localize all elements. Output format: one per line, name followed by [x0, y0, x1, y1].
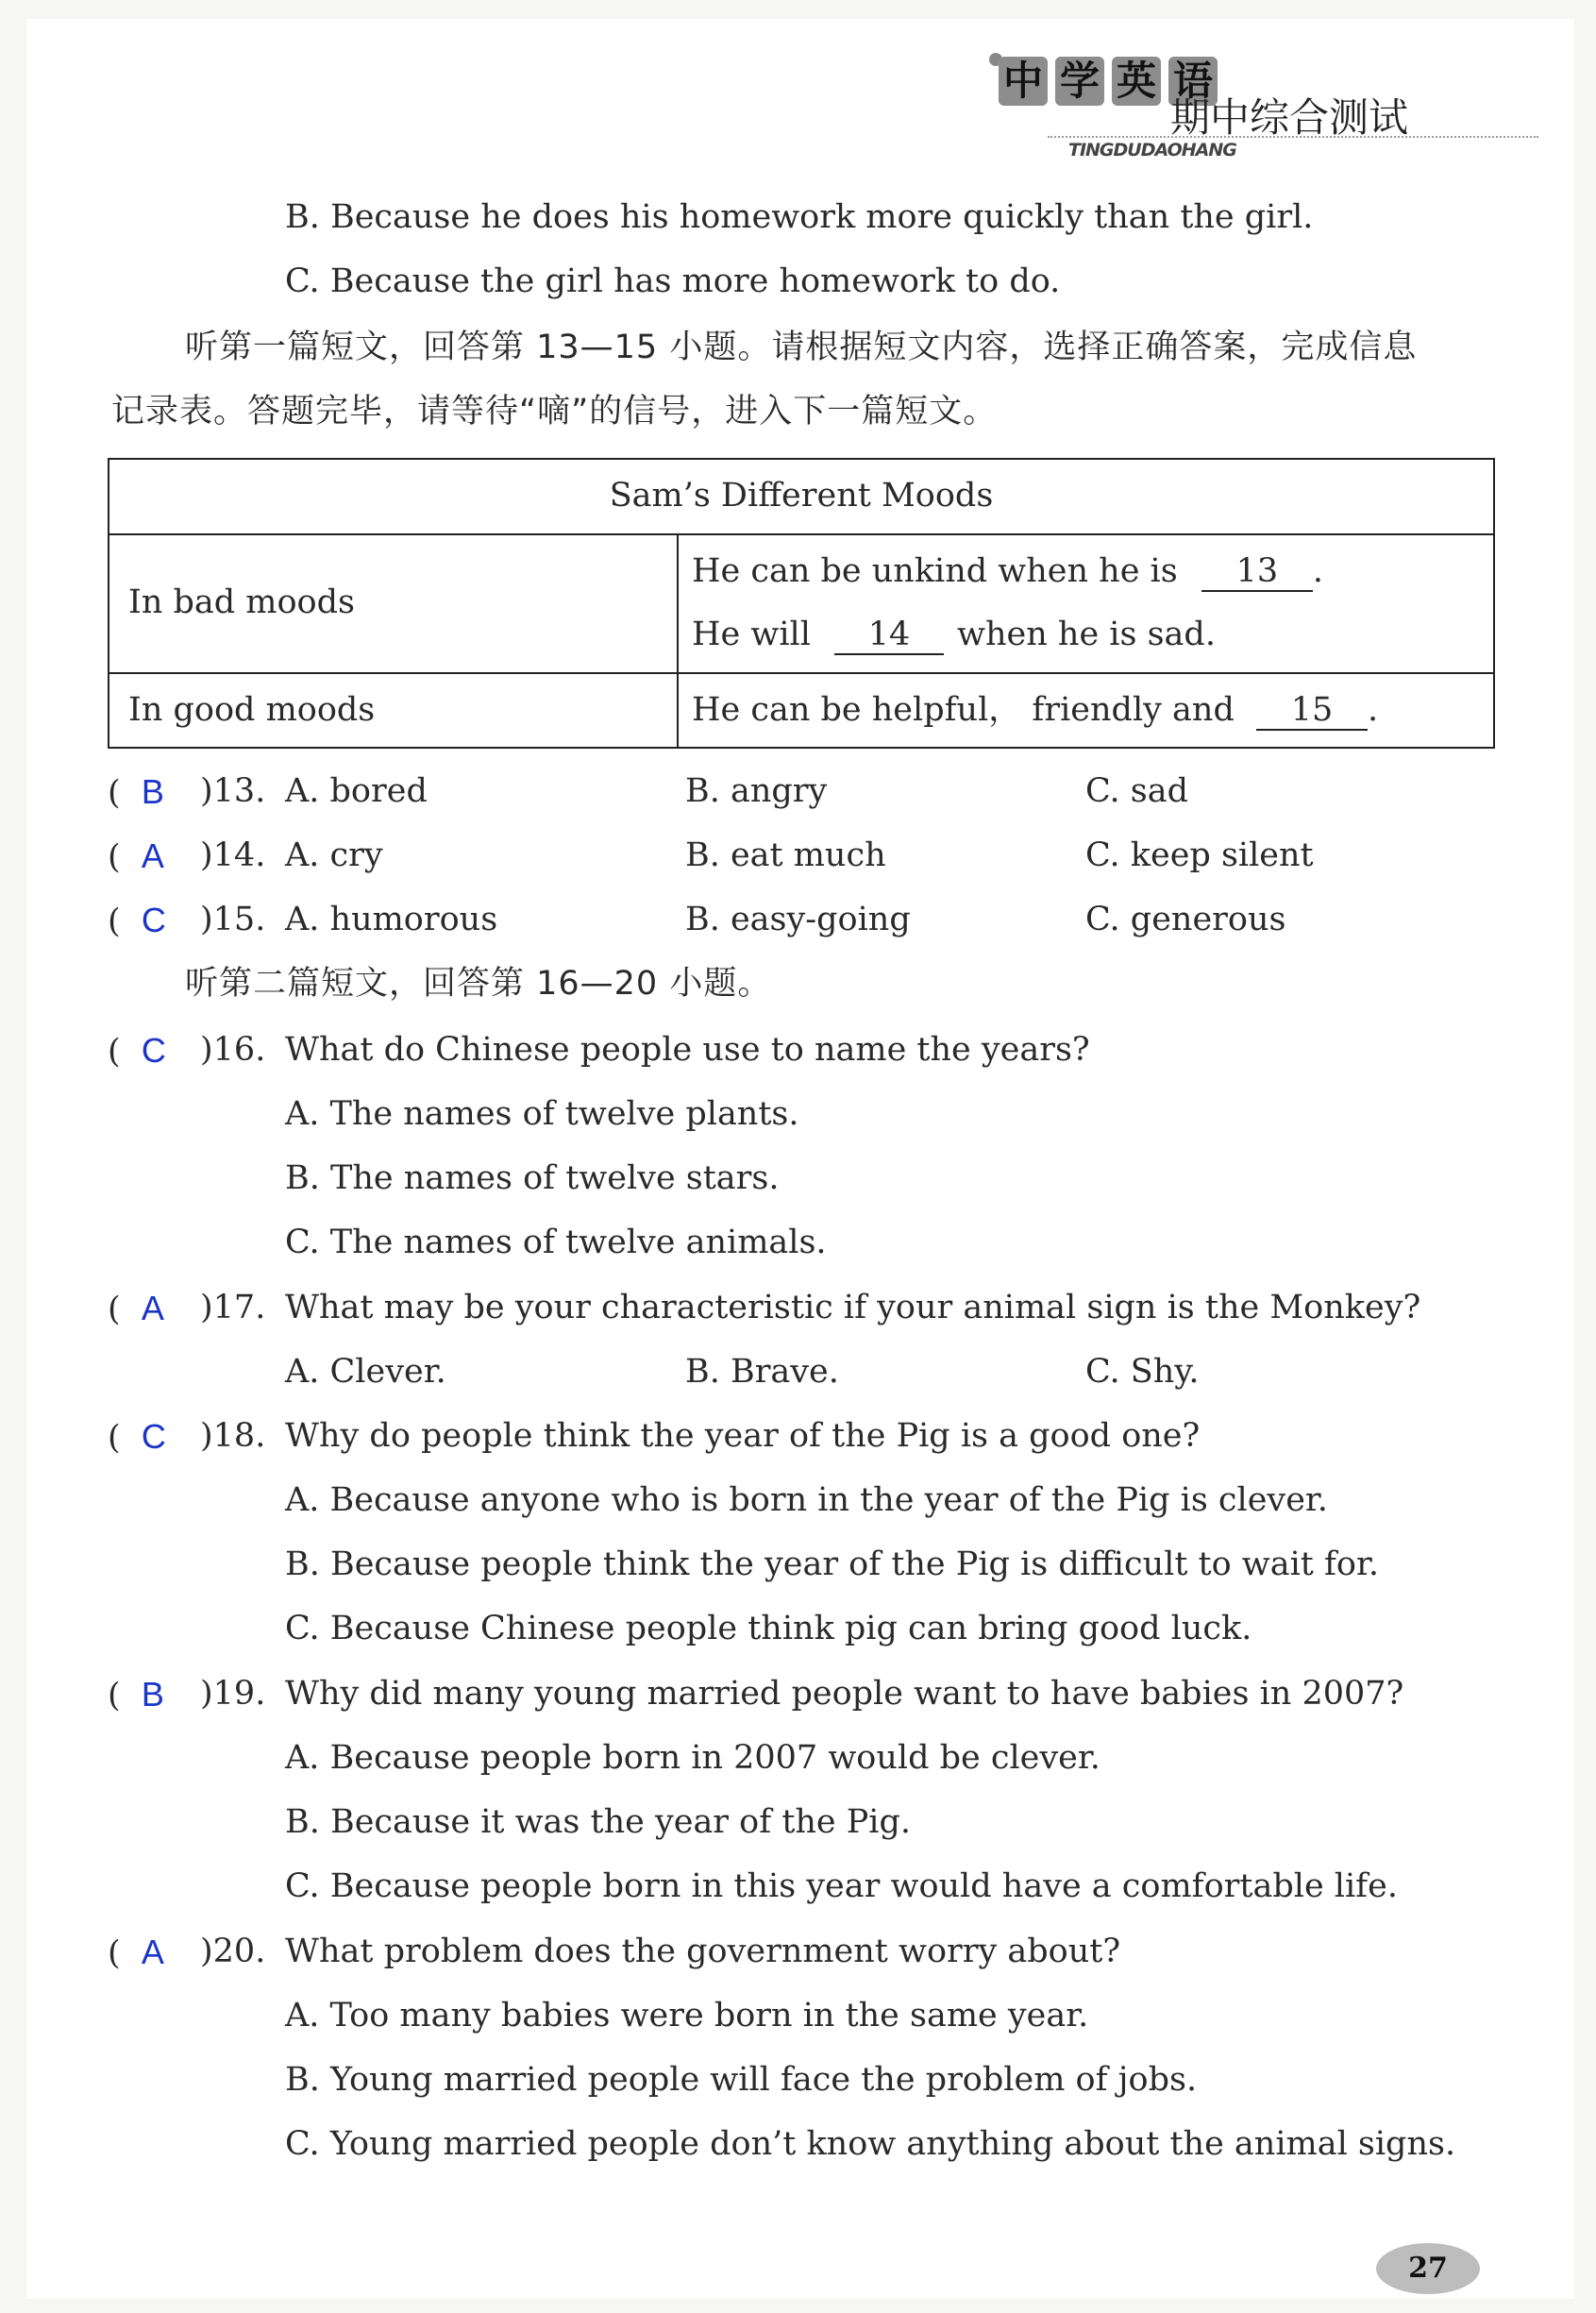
- q17-option-c: C. Shy.: [1085, 1353, 1200, 1391]
- q19-number: )19.: [200, 1675, 266, 1713]
- prev-option-b: B. Because he does his homework more quickly than the girl.: [285, 198, 1314, 236]
- table-title: Sam’s Different Moods: [609, 477, 994, 515]
- q17-number: )17.: [200, 1289, 266, 1326]
- q18-question: Why do people think the year of the Pig is a good one?: [285, 1417, 1201, 1455]
- q13-answer-box: ( B: [108, 772, 164, 812]
- q20-option-c: C. Young married people don’t know anything about the animal signs.: [285, 2125, 1456, 2163]
- q14-option-c: C. keep silent: [1085, 836, 1314, 874]
- blank-15: 15: [1256, 691, 1368, 731]
- q16-number: )16.: [200, 1031, 266, 1069]
- page-number: 27: [1376, 2243, 1480, 2294]
- q18-answer: C: [141, 1417, 166, 1456]
- q15-option-c: C. generous: [1085, 901, 1286, 938]
- q18-answer-box: ( C: [108, 1417, 166, 1457]
- q16-option-c: C. The names of twelve animals.: [285, 1224, 827, 1261]
- q20-answer-box: ( A: [108, 1933, 164, 1972]
- header-char-3: 英: [1112, 57, 1161, 106]
- q16-option-a: A. The names of twelve plants.: [285, 1095, 799, 1133]
- section1-instructions-line2: 记录表。答题完毕，请等待“嘀”的信号，进入下一篇短文。: [111, 393, 998, 431]
- q13-answer: B: [141, 772, 164, 811]
- q14-option-b: B. eat much: [685, 836, 886, 874]
- q14-number: )14.: [200, 836, 266, 874]
- q19-answer-box: ( B: [108, 1675, 164, 1714]
- q17-question: What may be your characteristic if your animal sign is the Monkey?: [285, 1289, 1421, 1326]
- q17-option-a: A. Clever.: [285, 1353, 446, 1391]
- prev-option-c: C. Because the girl has more homework to do.: [285, 262, 1061, 300]
- header-char-4: 语: [1168, 57, 1218, 106]
- header-dotted-line: [1048, 136, 1538, 138]
- q20-option-b: B. Young married people will face the problem of jobs.: [285, 2061, 1198, 2099]
- q20-option-a: A. Too many babies were born in the same year.: [285, 1997, 1089, 2034]
- q20-answer: A: [141, 1933, 164, 1971]
- row1-line1-period: .: [1312, 552, 1323, 590]
- blank-14: 14: [834, 616, 944, 655]
- q17-answer-box: ( A: [108, 1289, 164, 1328]
- table-row2-label: In good moods: [128, 691, 376, 729]
- header-char-1: 中: [999, 57, 1048, 106]
- q20-number: )20.: [200, 1933, 266, 1970]
- table-column-divider: [677, 535, 679, 747]
- table-row1-line1: [692, 552, 1323, 592]
- q19-option-b: B. Because it was the year of the Pig.: [285, 1803, 912, 1841]
- q15-answer: C: [141, 901, 166, 939]
- q14-answer-box: ( A: [108, 836, 164, 876]
- q13-number: )13.: [200, 772, 266, 810]
- table-row1-label: In bad moods: [128, 583, 355, 621]
- q18-option-c: C. Because Chinese people think pig can bring good luck.: [285, 1610, 1252, 1647]
- q14-answer: A: [141, 836, 164, 875]
- q15-answer-box: ( C: [108, 901, 166, 940]
- table-row1-line2: [692, 616, 1216, 655]
- q16-answer: C: [141, 1031, 166, 1070]
- q17-option-b: B. Brave.: [685, 1353, 839, 1391]
- header-char-2: 学: [1055, 57, 1104, 106]
- q18-option-b: B. Because people think the year of the Pig is difficult to wait for.: [285, 1545, 1380, 1583]
- row2-period: .: [1368, 691, 1379, 729]
- q19-option-a: A. Because people born in 2007 would be clever.: [285, 1739, 1100, 1777]
- q18-number: )18.: [200, 1417, 266, 1455]
- q19-answer: B: [141, 1675, 164, 1714]
- q19-option-c: C. Because people born in this year would have a comfortable life.: [285, 1867, 1398, 1905]
- header-subtitle: 期中综合测试: [1170, 94, 1409, 141]
- q15-option-a: A. humorous: [285, 901, 498, 938]
- table-divider: [109, 672, 1493, 674]
- q14-option-a: A. cry: [285, 836, 383, 874]
- q16-option-b: B. The names of twelve stars.: [285, 1159, 780, 1197]
- q15-number: )15.: [200, 901, 266, 938]
- q17-answer: A: [141, 1289, 164, 1327]
- section1-instructions-line1: 听第一篇短文，回答第 13—15 小题。请根据短文内容，选择正确答案，完成信息: [185, 329, 1418, 366]
- header-pinyin: TINGDUDAOHANG: [1068, 140, 1236, 160]
- q16-answer-box: ( C: [108, 1031, 166, 1071]
- table-divider: [109, 533, 1493, 535]
- q18-option-a: A. Because anyone who is born in the year of the Pig is clever.: [285, 1481, 1328, 1519]
- q15-option-b: B. easy-going: [685, 901, 911, 938]
- table-row2-content: [692, 691, 1378, 731]
- q13-option-c: C. sad: [1085, 772, 1189, 810]
- blank-13: 13: [1201, 552, 1313, 592]
- row1-line2-tail: when he is sad.: [957, 616, 1216, 653]
- row1-line2-text: He will: [692, 616, 811, 653]
- q13-option-b: B. angry: [685, 772, 828, 810]
- q13-option-a: A. bored: [285, 772, 428, 810]
- q16-question: What do Chinese people use to name the years?: [285, 1031, 1090, 1069]
- row2-text: He can be helpful， friendly and: [692, 691, 1235, 729]
- q19-question: Why did many young married people want to have babies in 2007?: [285, 1675, 1404, 1713]
- row1-line1-text: He can be unkind when he is: [692, 552, 1178, 590]
- section2-instructions: 听第二篇短文，回答第 16—20 小题。: [185, 965, 772, 1003]
- q20-question: What problem does the government worry about?: [285, 1933, 1121, 1970]
